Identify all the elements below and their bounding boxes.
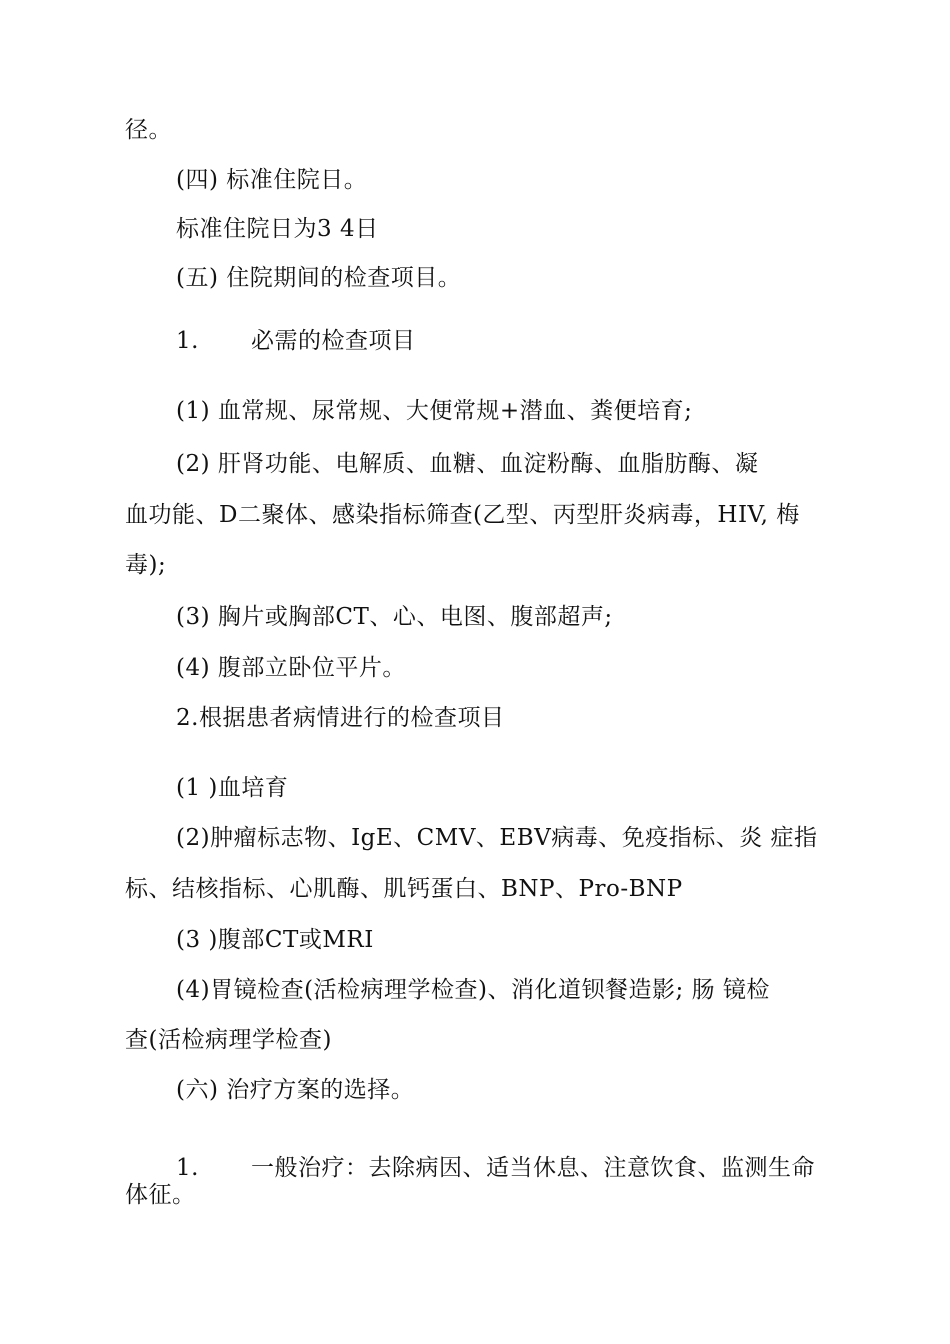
section-heading: (五) 住院期间的检查项目。: [176, 265, 462, 291]
text-line: 毒);: [125, 552, 167, 578]
text-line: 血功能、D二聚体、感染指标筛查(乙型、丙型肝炎病毒，HIV, 梅: [125, 502, 800, 528]
list-item: (2) 肝肾功能、电解质、血糖、血淀粉酶、血脂肪酶、凝: [176, 451, 759, 477]
list-item: (1) 血常规、尿常规、大便常规+潜血、粪便培育;: [176, 398, 693, 424]
list-item: (1 )血培育: [176, 775, 289, 801]
text-line: 体征。: [125, 1182, 196, 1208]
list-item: (4)胃镜检查(活检病理学检查)、消化道钡餐造影; 肠 镜检: [176, 977, 770, 1003]
section-heading: (六) 治疗方案的选择。: [176, 1077, 415, 1103]
text-line: 标准住院日为3 4日: [176, 216, 379, 242]
section-subheading: 2.根据患者病情进行的检查项目: [176, 705, 505, 731]
section-heading: (四) 标准住院日。: [176, 167, 368, 193]
list-text: 一般治疗：去除病因、适当休息、注意饮食、监测生命: [250, 1155, 815, 1181]
list-number: 1.: [176, 1155, 199, 1181]
list-item: [176, 1154, 896, 1182]
text-line: 查(活检病理学检查): [125, 1027, 332, 1053]
list-number: 1.: [176, 328, 199, 354]
text-line: 径。: [125, 117, 172, 143]
text-line: 标、结核指标、心肌酶、肌钙蛋白、BNP、Pro-BNP: [125, 876, 683, 902]
list-item: [176, 327, 896, 355]
list-item: (3 )腹部CT或MRI: [176, 927, 374, 953]
list-item: (2)肿瘤标志物、IgE、CMV、EBV病毒、免疫指标、炎 症指: [176, 825, 818, 851]
list-item: (4) 腹部立卧位平片。: [176, 655, 406, 681]
list-item: (3) 胸片或胸部CT、心、电图、腹部超声;: [176, 604, 613, 630]
list-text: 必需的检查项目: [250, 328, 416, 354]
